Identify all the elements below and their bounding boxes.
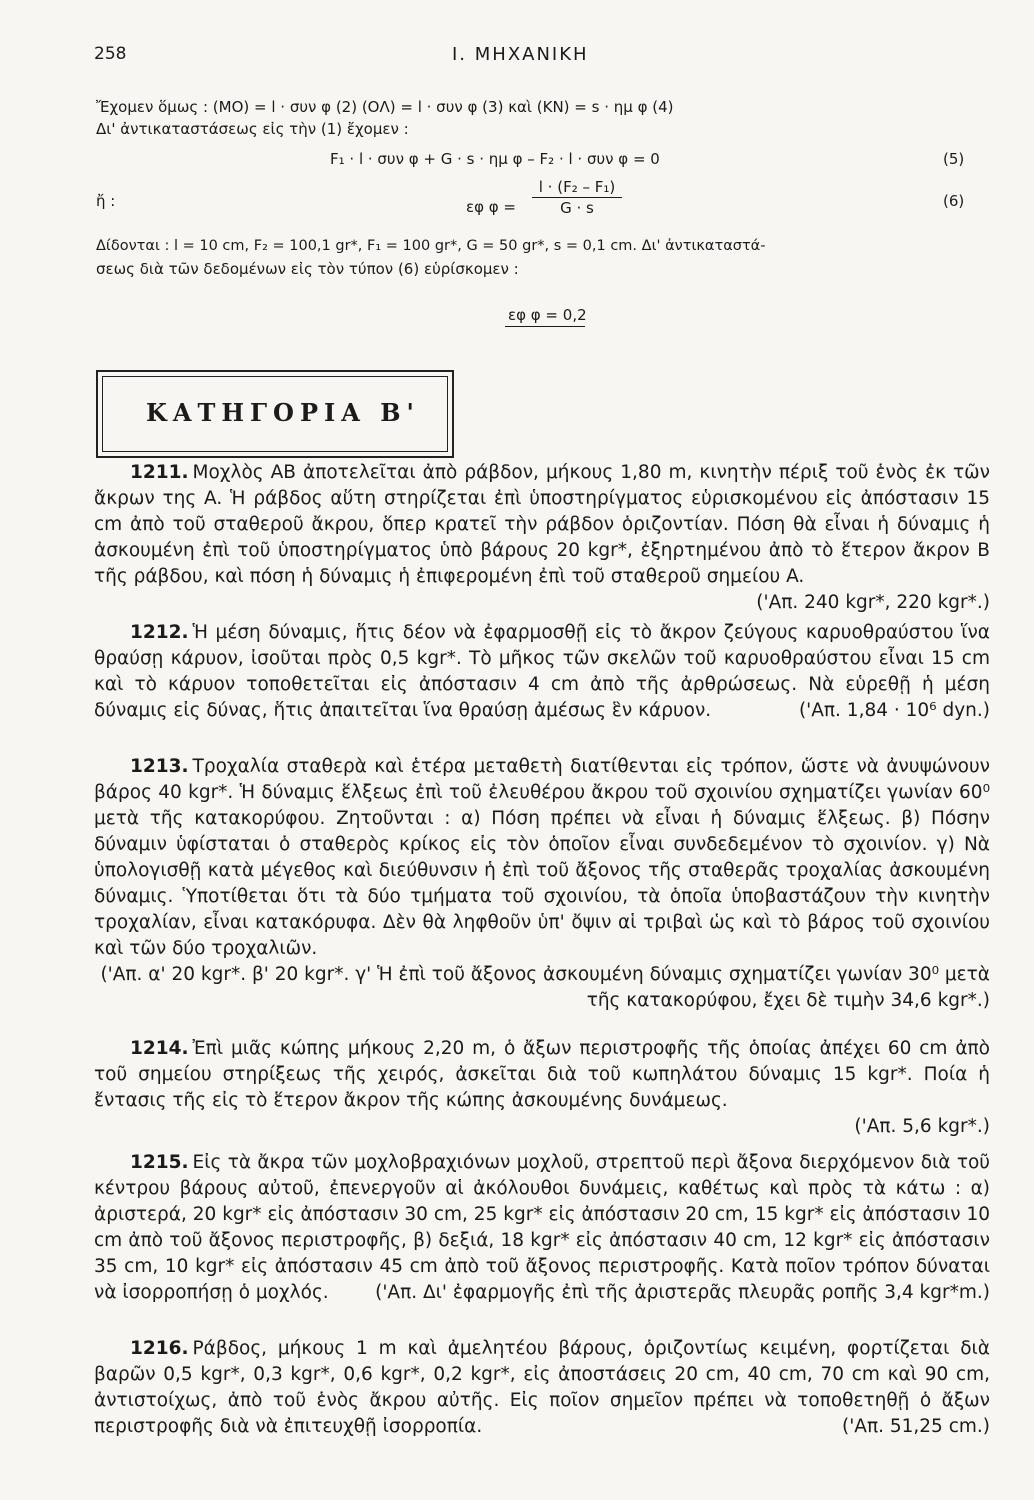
problem-1216: [94, 1336, 990, 1440]
problem-text: Μοχλὸς AB ἀποτελεῖται ἀπὸ ράβδον, μήκους 1,80 m, κινητὴν πέριξ τοῦ ἑνὸς ἐκ τῶν ἄκρων της A. Ἡ ράβδος αὕτη στηρίζεται ἐπὶ ὑποστηρίγματος εὑρισκομένου εἰς ἀπόστασιν 15 cm ἀπὸ τοῦ σταθεροῦ ἄκρου, ὅπερ κρατεῖ τὴν ράβδον ὁριζοντίαν. Πόση θὰ εἶναι ἡ δύναμις ἡ ἀσκουμένη ἐπὶ τοῦ ὑποστηρίγματος ὑπὸ βάρους 20 kgr*, ἐξηρτημένου ἀπὸ τὸ ἕτερον ἄκρον B τῆς ράβδου, καὶ πόση ἡ δύναμις ἡ ἐπιφερομένη ἐπὶ τοῦ σταθεροῦ σημείου A.: [94, 462, 990, 587]
derivation-line-2: Δι' ἀντικαταστάσεως εἰς τὴν (1) ἔχομεν :: [96, 120, 409, 138]
problem-1212: [94, 620, 990, 724]
problem-answer: ('Απ. Δι' ἐφαρμογῆς ἐπὶ τῆς ἀριστερᾶς πλευρᾶς ροπῆς 3,4 kgr*m.): [375, 1282, 990, 1303]
problem-answer: ('Απ. 1,84 · 10⁶ dyn.): [798, 700, 990, 721]
problem-number: 1215.: [130, 1152, 189, 1173]
problem-answer: ('Απ. 5,6 kgr*.): [854, 1116, 990, 1137]
category-title: ΚΑΤΗΓΟΡΙΑ Β': [146, 398, 420, 427]
equation-6-number: (6): [943, 192, 965, 210]
problem-number: 1212.: [130, 622, 189, 643]
page-number: 258: [94, 44, 127, 64]
category-box: [96, 370, 454, 458]
problem-answer: ('Απ. 240 kgr*, 220 kgr*.): [756, 592, 990, 613]
equation-5: F₁ · l · συν φ + G · s · ημ φ – F₂ · l · συν φ = 0: [330, 150, 660, 168]
equation-6-fraction: [532, 178, 622, 217]
given-line-1: Δίδονται : l = 10 cm, F₂ = 100,1 gr*, F₁ = 100 gr*, G = 50 gr*, s = 0,1 cm. Δι' ἀντικαταστά-: [96, 238, 766, 254]
problem-text: Τροχαλία σταθερὰ καὶ ἑτέρα μεταθετὴ διατίθενται εἰς τρόπον, ὥστε νὰ ἀνυψώνουν βάρος 40 kgr*. Ἡ δύναμις ἕλξεως ἐπὶ τοῦ ἐλευθέρου ἄκρου τοῦ σχοινίου σχηματίζει γωνίαν 60⁰ μετὰ τῆς κατακορύφου. Ζητοῦνται : α) Πόση πρέπει νὰ εἶναι ἡ δύναμις ἕλξεως. β) Πόσην δύναμιν ὑφίσταται ὁ σταθερὸς κρίκος εἰς τὸν ὁποῖον εἶναι συνδεδεμένον τὸ σχοινίον. γ) Νὰ ὑπολογισθῇ κατὰ μέγεθος καὶ διεύθυνσιν ἡ ἐπὶ τοῦ ἄξονος τῆς σταθερᾶς τροχαλίας ἀσκουμένη δύναμις. Ὑποτίθεται ὅτι τὰ δύο τμήματα τοῦ σχοινίου, τὰ ὁποῖα ὑποβαστάζουν τὴν κινητὴν τροχαλίαν, εἶναι κατακόρυφα. Δὲν θὰ ληφθοῦν ὑπ' ὄψιν αἱ τριβαὶ ὡς καὶ τὸ βάρος τοῦ σχοινίου καὶ τῶν δύο τροχαλιῶν.: [94, 756, 990, 959]
eta-label: ἤ :: [96, 192, 116, 210]
problem-text: Εἰς τὰ ἄκρα τῶν μοχλοβραχιόνων μοχλοῦ, στρεπτοῦ περὶ ἄξονα διερχόμενον διὰ τοῦ κέντρου βάρους αὐτοῦ, ἐπενεργοῦν αἱ ἀκόλουθοι δυνάμεις, καθέτως καὶ πρὸς τὰ κάτω : α) ἀριστερά, 20 kgr* εἰς ἀπόστασιν 30 cm, 25 kgr* εἰς ἀπόστασιν 20 cm, 15 kgr* εἰς ἀπόστασιν 10 cm ἀπὸ τοῦ ἄξονος περιστροφῆς, β) δεξιά, 18 kgr* εἰς ἀπόστασιν 40 cm, 12 kgr* εἰς ἀπόστασιν 35 cm, 10 kgr* εἰς ἀπόστασιν 45 cm ἀπὸ τοῦ ἄξονος περιστροφῆς. Κατὰ ποῖον τρόπον δύναται νὰ ἰσορροπήσῃ ὁ μοχλός.: [94, 1152, 990, 1303]
given-line-2: σεως διὰ τῶν δεδομένων εἰς τὸν τύπον (6) εὑρίσκομεν :: [96, 260, 519, 278]
equation-6-denominator: G · s: [560, 199, 594, 217]
problem-number: 1216.: [130, 1338, 189, 1359]
problem-text: Ράβδος, μήκους 1 m καὶ ἀμελητέου βάρους, ὁριζοντίως κειμένη, φορτίζεται διὰ βαρῶν 0,5 kgr*, 0,3 kgr*, 0,6 kgr*, 0,2 kgr*, εἰς ἀποστάσεις 20 cm, 40 cm, 70 cm καὶ 90 cm, ἀντιστοίχως, ἀπὸ τοῦ ἑνὸς ἄκρου αὐτῆς. Εἰς ποῖον σημεῖον πρέπει νὰ τοποθετηθῇ ὁ ἄξων περιστροφῆς διὰ νὰ ἐπιτευχθῇ ἰσορροπία.: [94, 1338, 990, 1437]
problem-answer: ('Απ. α' 20 kgr*. β' 20 kgr*. γ' Ἡ ἐπὶ τοῦ ἄξονος ἀσκουμένη δύναμις σχηματίζει γωνίαν 30⁰ μετὰ τῆς κατακορύφου, ἔχει δὲ τιμὴν 34,6 kgr*.): [100, 964, 990, 1011]
equation-6-lhs: εφ φ =: [466, 198, 517, 216]
equation-5-number: (5): [943, 150, 965, 168]
problem-text: Ἡ μέση δύναμις, ἥτις δέον νὰ ἐφαρμοσθῇ εἰς τὸ ἄκρον ζεύγους καρυοθραύστου ἵνα θραύσῃ κάρυον, ἰσοῦται πρὸς 0,5 kgr*. Τὸ μῆκος τῶν σκελῶν τοῦ καρυοθραύστου εἶναι 15 cm καὶ τὸ κάρυον τοποθετεῖται εἰς ἀπόστασιν 4 cm ἀπὸ τῆς ἀρθρώσεως. Νὰ εὑρεθῇ ἡ μέση δύναμις εἰς δύνας, ἥτις ἀπαιτεῖται ἵνα θραύσῃ ἀμέσως ἓν κάρυον.: [94, 622, 990, 721]
problem-1213: [94, 754, 990, 1014]
equation-6-numerator: l · (F₂ – F₁): [532, 178, 622, 198]
problem-number: 1213.: [130, 756, 189, 777]
problem-1211: [94, 460, 990, 616]
result-equation: εφ φ = 0,2: [508, 306, 587, 324]
problem-number: 1211.: [130, 462, 189, 483]
problem-text: Ἐπὶ μιᾶς κώπης μήκους 2,20 m, ὁ ἄξων περιστροφῆς τῆς ὁποίας ἀπέχει 60 cm ἀπὸ τοῦ σημείου στηρίξεως τῆς χειρός, ἀσκεῖται διὰ τοῦ κωπηλάτου δύναμις 15 kgr*. Ποία ἡ ἔντασις τῆς εἰς τὸ ἕτερον ἄκρον τῆς κώπης ἀσκουμένης δυνάμεως.: [94, 1038, 990, 1111]
running-title: Ι. ΜΗΧΑΝΙΚΗ: [452, 44, 589, 65]
derivation-line-1: Ἔχομεν ὅμως : (MO) = l · συν φ (2) (OΛ) = l · συν φ (3) καὶ (KN) = s · ημ φ (4): [96, 98, 674, 116]
problem-answer: ('Απ. 51,25 cm.): [842, 1416, 990, 1437]
problem-number: 1214.: [130, 1038, 189, 1059]
result-underline: [505, 326, 585, 327]
problem-1215: [94, 1150, 990, 1306]
problem-1214: [94, 1036, 990, 1140]
